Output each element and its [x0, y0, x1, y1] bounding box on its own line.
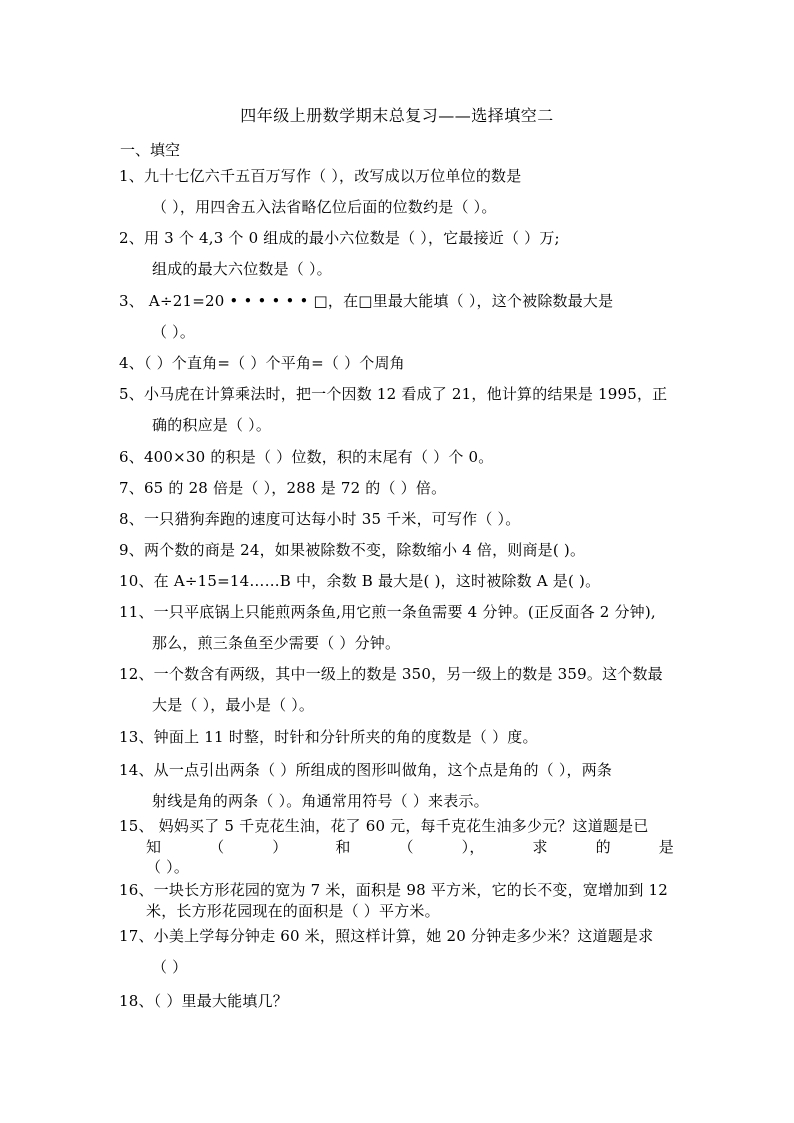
q15-word: 是 — [658, 838, 674, 856]
q15-word: ）， — [461, 838, 485, 856]
question-16-line-1: 16、一块长方形花园的宽为 7 米，面积是 98 平方米，它的长不变，宽增加到 12 — [119, 881, 669, 899]
question-5-line-2: 确的积应是（ ）。 — [152, 416, 272, 434]
question-13: 13、钟面上 11 时整，时针和分针所夹的角的度数是（ ）度。 — [119, 728, 538, 746]
page-title: 四年级上册数学期末总复习——选择填空二 — [240, 106, 554, 125]
question-15-line-1: 15、 妈妈买了 5 千克花生油，花了 60 元，每千克花生油多少元？这道题是已 — [119, 817, 649, 835]
question-14-line-1: 14、从一点引出两条（ ）所组成的图形叫做角，这个点是角的（ ），两条 — [119, 761, 613, 779]
question-9: 9、两个数的商是 24，如果被除数不变，除数缩小 4 倍，则商是( )。 — [119, 541, 586, 559]
section-heading: 一、填空 — [120, 141, 181, 159]
q15-word: （ — [209, 838, 225, 856]
question-11-line-1: 11、一只平底锅上只能煎两条鱼,用它煎一条鱼需要 4 分钟。(正反面各 2 分钟), — [119, 603, 656, 621]
question-5-line-1: 5、小马虎在计算乘法时，把一个因数 12 看成了 21，他计算的结果是 1995，正 — [119, 385, 668, 403]
question-15-line-2 — [146, 836, 674, 857]
q15-word: 和 — [335, 838, 351, 856]
q15-word: 知 — [146, 838, 162, 856]
question-15-line-3: （ ）。 — [146, 858, 190, 876]
question-17-line-2: （ ） — [152, 958, 188, 976]
question-2-line-2: 组成的最大六位数是（ ）。 — [152, 260, 332, 278]
question-4: 4、（ ）个直角=（ ）个平角=（ ）个周角 — [119, 354, 405, 372]
question-6: 6、400×30 的积是（ ）位数，积的末尾有（ ）个 0。 — [119, 448, 494, 466]
question-1-line-2: （ ），用四舍五入法省略亿位后面的位数约是（ ）。 — [152, 198, 497, 216]
q15-word: 的 — [595, 838, 611, 856]
q15-word: （ — [398, 838, 414, 856]
question-16-line-2: 米，长方形花园现在的面积是（ ）平方米。 — [146, 902, 440, 920]
question-1-line-1: 1、九十七亿六千五百万写作（ ），改写成以万位单位的数是 — [119, 167, 522, 185]
question-17-line-1: 17、小美上学每分钟走 60 米，照这样计算，她 20 分钟走多少米？这道题是求 — [119, 927, 654, 945]
question-18: 18、（ ）里最大能填几？ — [119, 992, 288, 1010]
question-3-line-1: 3、 A÷21=20 • • • • • • □，在□里最大能填（ ），这个被除数最大是 — [119, 292, 614, 310]
question-3-line-2: （ ）。 — [152, 323, 196, 341]
question-11-line-2: 那么，煎三条鱼至少需要（ ）分钟。 — [152, 634, 401, 652]
question-8: 8、一只猎狗奔跑的速度可达每小时 35 千米，可写作（ ）。 — [119, 510, 521, 528]
q15-word: 求 — [532, 838, 548, 856]
question-2-line-1: 2、用 3 个 4,3 个 0 组成的最小六位数是（ ），它最接近（ ）万; — [119, 229, 560, 247]
q15-word: ） — [272, 838, 288, 856]
question-10: 10、在 A÷15=14……B 中，余数 B 最大是( )，这时被除数 A 是( )。 — [119, 572, 601, 590]
question-7: 7、65 的 28 倍是（ ），288 是 72 的（ ）倍。 — [119, 479, 447, 497]
question-14-line-2: 射线是角的两条（ ）。角通常用符号（ ）来表示。 — [152, 792, 489, 810]
question-12-line-2: 大是（ ），最小是（ ）。 — [152, 696, 315, 714]
question-12-line-1: 12、一个数含有两级，其中一级上的数是 350，另一级上的数是 359。这个数最 — [119, 665, 663, 683]
